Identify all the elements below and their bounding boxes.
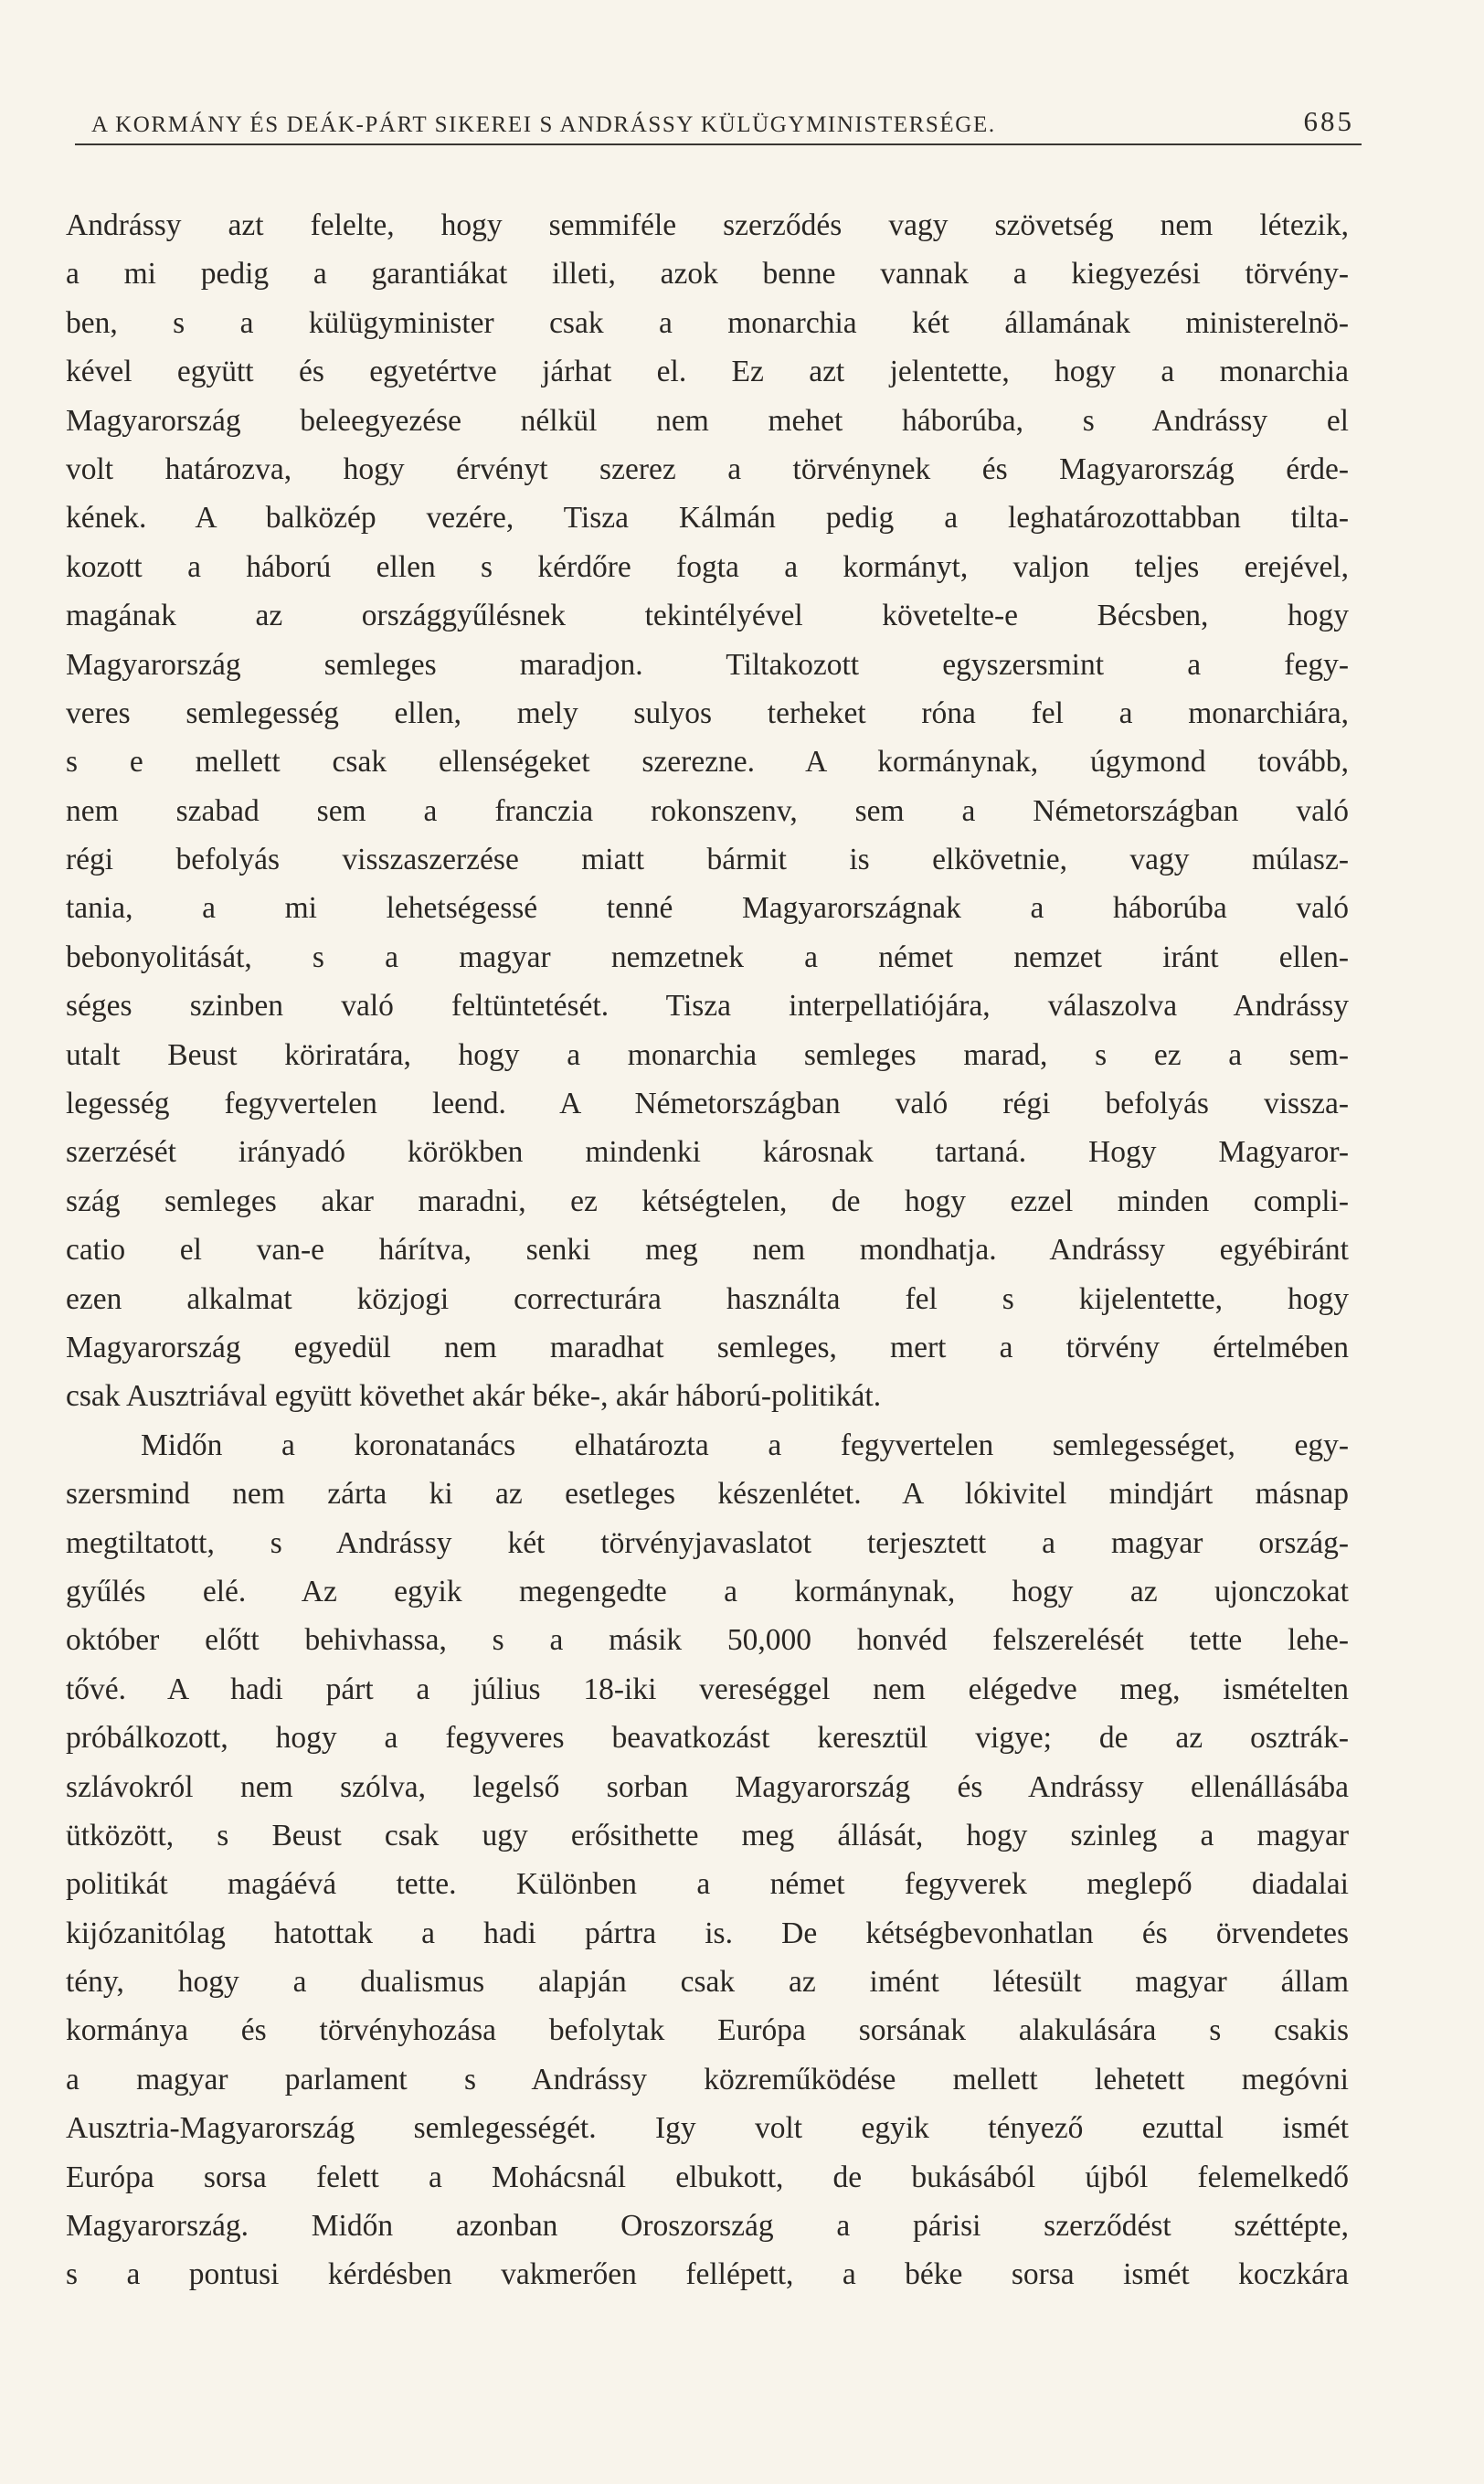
text-line: tania, a mi lehetségessé tenné Magyarországnak a háborúba való: [66, 891, 1349, 926]
paragraph-last-line: csak Ausztriával együtt követhet akár béke-, akár háború-politikát.: [66, 1379, 882, 1414]
text-line: kozott a háború ellen s kérdőre fogta a kormányt, valjon teljes erejével,: [66, 549, 1349, 584]
text-line: Andrássy azt felelte, hogy semmiféle szerződés vagy szövetség nem létezik,: [66, 208, 1349, 242]
text-line: legesség fegyvertelen leend. A Németországban való régi befolyás vissza-: [66, 1087, 1349, 1121]
text-line: tény, hogy a dualismus alapján csak az imént létesült magyar állam: [66, 1965, 1349, 2000]
text-line: szlávokról nem szólva, legelső sorban Magyarország és Andrássy ellenállásába: [66, 1769, 1349, 1804]
text-line: politikát magáévá tette. Különben a német fegyverek meglepő diadalai: [66, 1867, 1349, 1902]
text-line: tővé. A hadi párt a július 18-iki vereséggel nem elégedve meg, ismételten: [66, 1672, 1349, 1706]
text-line: szág semleges akar maradni, ez kétségtelen, de hogy ezzel minden compli-: [66, 1184, 1349, 1218]
text-line: megtiltatott, s Andrássy két törvényjavaslatot terjesztett a magyar ország-: [66, 1525, 1349, 1560]
text-line: a mi pedig a garantiákat illeti, azok benne vannak a kiegyezési törvény-: [66, 257, 1349, 292]
text-line: Magyarország beleegyezése nélkül nem mehet háborúba, s Andrássy el: [66, 403, 1349, 438]
text-line: ben, s a külügyminister csak a monarchia két államának ministerelnö-: [66, 305, 1349, 340]
text-line: október előtt behivhassa, s a másik 50,000 honvéd felszerelését tette lehe-: [66, 1623, 1349, 1658]
text-line: gyűlés elé. Az egyik megengedte a kormánynak, hogy az ujonczokat: [66, 1574, 1349, 1608]
text-line: veres semlegesség ellen, mely sulyos terheket róna fel a monarchiára,: [66, 695, 1349, 730]
text-line: szersmind nem zárta ki az esetleges készenlétet. A lókivitel mindjárt másnap: [66, 1477, 1349, 1512]
text-line: kével együtt és egyetértve járhat el. Ez azt jelentette, hogy a monarchia: [66, 355, 1349, 389]
text-line: próbálkozott, hogy a fegyveres beavatkozást keresztül vigye; de az osztrák-: [66, 1721, 1349, 1756]
text-line: ütközött, s Beust csak ugy erősithette meg állását, hogy szinleg a magyar: [66, 1818, 1349, 1852]
text-line: s a pontusi kérdésben vakmerően fellépett, a béke sorsa ismét koczkára: [66, 2257, 1349, 2292]
text-line: catio el van-e hárítva, senki meg nem mondhatja. Andrássy egyébiránt: [66, 1233, 1349, 1268]
header-rule: [75, 143, 1362, 145]
text-line: kormánya és törvényhozása befolytak Európa sorsának alakulására s csakis: [66, 2013, 1349, 2048]
body-text: [66, 201, 1349, 2299]
text-line: séges szinben való feltüntetését. Tisza interpellatiójára, válaszolva Andrássy: [66, 989, 1349, 1024]
text-line: Magyarország semleges maradjon. Tiltakozott egyszersmint a fegy-: [66, 647, 1349, 682]
text-line: kijózanitólag hatottak a hadi pártra is. De kétségbevonhatlan és örvendetes: [66, 1916, 1349, 1950]
text-line: bebonyolitását, s a magyar nemzetnek a német nemzet iránt ellen-: [66, 939, 1349, 974]
running-head: A KORMÁNY ÉS DEÁK-PÁRT SIKEREI S ANDRÁSSY KÜLÜGYMINISTERSÉGE.: [91, 112, 996, 137]
text-line: Európa sorsa felett a Mohácsnál elbukott, de bukásából újból felemelkedő: [66, 2160, 1349, 2194]
text-line: nem szabad sem a franczia rokonszenv, sem a Németországban való: [66, 793, 1349, 828]
paragraph-first-line: Midőn a koronatanács elhatározta a fegyvertelen semlegességet, egy-: [141, 1428, 1349, 1462]
page-header: [91, 96, 1356, 138]
text-line: volt határozva, hogy érvényt szerez a törvénynek és Magyarország érde-: [66, 451, 1349, 486]
text-line: régi befolyás visszaszerzése miatt bármit is elkövetnie, vagy múlasz-: [66, 843, 1349, 877]
text-line: ezen alkalmat közjogi correcturára használta fel s kijelentette, hogy: [66, 1281, 1349, 1316]
text-line: a magyar parlament s Andrássy közreműködése mellett lehetett megóvni: [66, 2062, 1349, 2097]
text-line: kének. A balközép vezére, Tisza Kálmán pedig a leghatározottabban tilta-: [66, 501, 1349, 536]
text-line: Magyarország egyedül nem maradhat semleges, mert a törvény értelmében: [66, 1330, 1349, 1364]
text-line: magának az országgyűlésnek tekintélyével követelte-e Bécsben, hogy: [66, 599, 1349, 633]
text-line: utalt Beust köriratára, hogy a monarchia semleges marad, s ez a sem-: [66, 1037, 1349, 1072]
text-line: szerzését irányadó körökben mindenki károsnak tartaná. Hogy Magyaror-: [66, 1135, 1349, 1170]
text-line: Ausztria-Magyarország semlegességét. Igy volt egyik tényező ezuttal ismét: [66, 2111, 1349, 2146]
page-number: 685: [1303, 105, 1354, 137]
text-line: s e mellett csak ellenségeket szerezne. A kormánynak, úgymond tovább,: [66, 745, 1349, 780]
text-line: Magyarország. Midőn azonban Oroszország a párisi szerződést széttépte,: [66, 2209, 1349, 2244]
